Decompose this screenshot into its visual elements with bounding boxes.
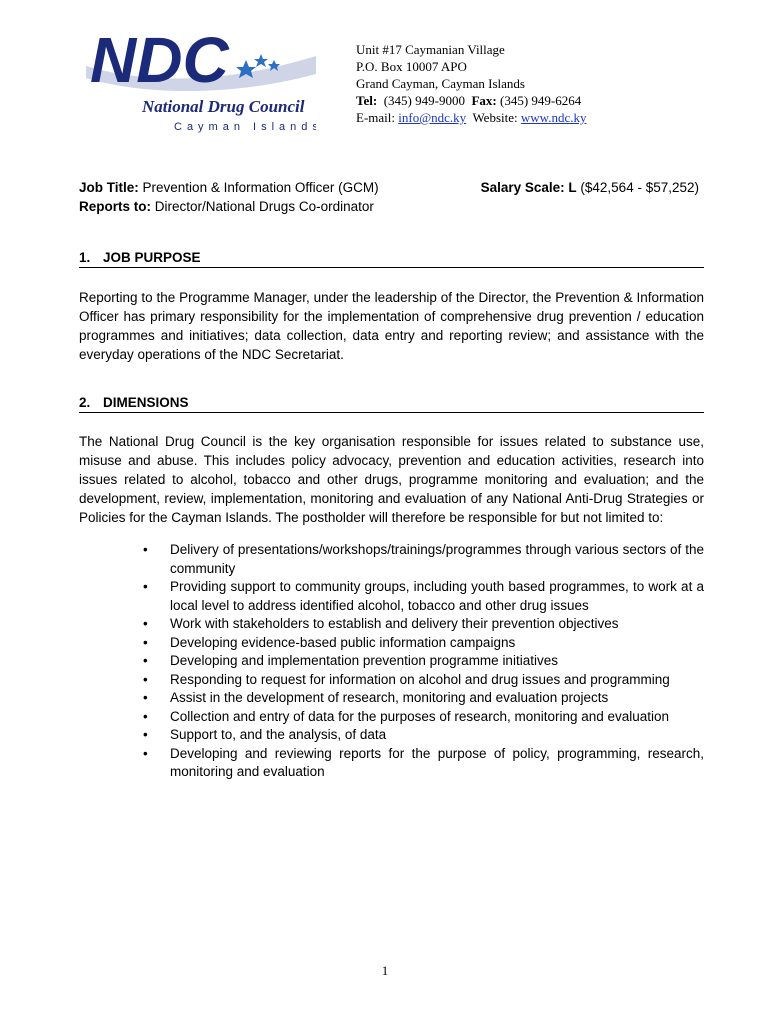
section-title: DIMENSIONS [103, 395, 189, 410]
job-title-label: Job Title: [79, 180, 139, 195]
section-heading-job-purpose [79, 250, 704, 268]
list-item [143, 671, 704, 690]
responsibilities-list [143, 541, 704, 782]
star-icon [254, 54, 268, 67]
address-block [356, 41, 586, 126]
contact-line [356, 109, 586, 126]
salary-value: ($42,564 - $57,252) [580, 180, 699, 195]
list-item [143, 578, 704, 615]
bullet-icon: • [143, 542, 148, 557]
list-item-text: Collection and entry of data for the purposes of research, monitoring and evaluation [170, 708, 670, 724]
job-meta [79, 178, 699, 216]
list-item-text: Support to, and the analysis, of data [170, 727, 387, 742]
tel-value: (345) 949-9000 [383, 93, 465, 108]
website-link[interactable]: www.ndc.ky [520, 110, 587, 125]
list-item-text: Work with stakeholders to establish and delivery their prevention objectives [170, 616, 619, 631]
list-item [143, 652, 704, 671]
list-item-text: Providing support to community groups, including youth based programmes, to work at a local level to address identified alcohol, tobacco and other drug issues [170, 579, 704, 613]
ndc-logo [86, 26, 316, 136]
logo-mark: NDC [90, 26, 229, 96]
list-item [143, 689, 704, 708]
salary-scale [481, 178, 699, 197]
list-item-text: Developing and reviewing reports for the purpose of policy, programming, research, monitoring and evaluation [170, 745, 704, 779]
list-item [143, 634, 704, 653]
list-item-text: Developing evidence-based public information campaigns [170, 634, 516, 650]
bullet-icon: • [143, 653, 148, 668]
fax-value: (345) 949-6264 [499, 93, 582, 108]
list-item-text: Assist in the development of research, monitoring and evaluation projects [170, 690, 609, 705]
phone-fax-line [356, 92, 586, 109]
address-line2: P.O. Box 10007 APO [356, 59, 467, 74]
job-title-value: Prevention & Information Officer (GCM) [142, 180, 379, 195]
email-label: E-mail: [356, 110, 395, 125]
list-item [143, 541, 704, 578]
bullet-icon: • [143, 579, 148, 594]
list-item [143, 745, 704, 782]
list-item [143, 708, 704, 727]
bullet-icon: • [143, 708, 148, 724]
address-line3: Grand Cayman, Cayman Islands [356, 76, 525, 91]
list-item [143, 726, 704, 745]
salary-label: Salary Scale: L [480, 180, 577, 195]
reports-to-row [79, 197, 699, 216]
list-item-text: Delivery of presentations/workshops/trainings/programmes through various sectors of the community [170, 542, 704, 576]
tel-label: Tel: [356, 93, 378, 108]
fax-label: Fax: [471, 93, 497, 108]
list-item-text: Developing and implementation prevention programme initiatives [170, 653, 558, 668]
reports-to-value: Director/National Drugs Co-ordinator [154, 199, 374, 214]
dimensions-paragraph: The National Drug Council is the key organisation responsible for issues related to substance use, misuse and abuse. This includes policy advocacy, prevention and education activities, research into issues related to alcohol, tobacco and other drugs, programme monitoring and evaluation; and the development, review, implementation, monitoring and evaluation of any National Anti-Drug Strategies or Policies for the Cayman Islands. The postholder will therefore be responsible for but not limited to: [79, 434, 704, 525]
reports-to-label: Reports to: [79, 199, 151, 214]
logo-name: National Drug Council [142, 97, 305, 116]
section-number: 1. [79, 250, 91, 265]
logo-location: Cayman Islands [174, 121, 316, 133]
bullet-icon: • [143, 671, 148, 687]
bullet-icon: • [143, 616, 148, 631]
ndc-logo-graphic [86, 26, 316, 136]
bullet-icon: • [143, 727, 148, 742]
section-heading-dimensions [79, 395, 704, 413]
website-label: Website: [472, 110, 518, 125]
address-line1: Unit #17 Caymanian Village [356, 42, 505, 57]
bullet-icon: • [143, 745, 148, 761]
page-number: 1 [381, 963, 389, 978]
email-link[interactable]: info@ndc.ky [398, 110, 467, 125]
list-item-text: Responding to request for information on alcohol and drug issues and programming [170, 671, 670, 687]
bullet-icon: • [143, 634, 148, 650]
job-purpose-paragraph: Reporting to the Programme Manager, under the leadership of the Director, the Prevention & Information Officer has primary responsibility for the implementation of comprehensive drug prevention / education programmes and initiatives; data collection, data entry and reporting review; and assistance with the everyday operations of the NDC Secretariat. [79, 290, 704, 362]
bullet-icon: • [143, 690, 148, 705]
section-title: JOB PURPOSE [103, 250, 201, 265]
section-number: 2. [79, 395, 91, 410]
list-item [143, 615, 704, 634]
